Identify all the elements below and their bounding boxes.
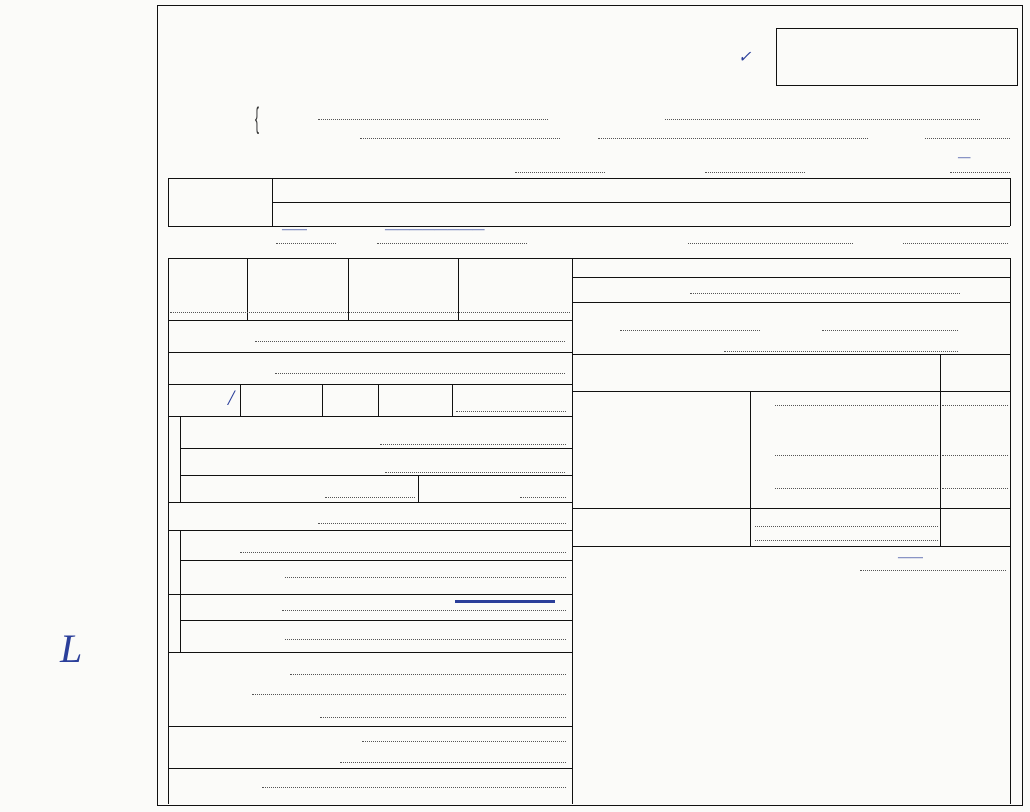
- dash-mark: ——: [282, 222, 307, 237]
- rule: [750, 391, 751, 546]
- rule: [180, 620, 572, 621]
- dotted-line: [942, 455, 1008, 456]
- rule: [272, 202, 1010, 203]
- rule: [180, 530, 181, 594]
- strikethrough-mark: [455, 600, 555, 603]
- bracket-mark: /: [228, 385, 235, 410]
- dotted-line: [262, 787, 566, 788]
- rule: [572, 391, 1010, 392]
- dotted-line: [520, 497, 566, 498]
- dotted-line: [860, 570, 1006, 571]
- dotted-line: [252, 694, 566, 695]
- rule: [168, 416, 572, 417]
- dotted-line: [942, 405, 1008, 406]
- dotted-line: [456, 411, 566, 412]
- dotted-line: [318, 119, 548, 120]
- dotted-line: [822, 330, 958, 331]
- rule: [168, 178, 169, 226]
- dotted-line: [325, 497, 415, 498]
- dotted-line: [705, 172, 805, 173]
- brace: {: [255, 102, 260, 135]
- dotted-line: [665, 119, 980, 120]
- rule: [168, 652, 572, 653]
- dotted-line: [775, 405, 938, 406]
- dotted-line: [385, 472, 565, 473]
- dotted-line: [688, 243, 853, 244]
- rule: [247, 258, 248, 320]
- dotted-line: [240, 552, 566, 553]
- rule: [940, 354, 941, 546]
- rule: [180, 448, 572, 449]
- rule: [168, 258, 1010, 259]
- dotted-line: [775, 455, 938, 456]
- dotted-line: [755, 526, 938, 527]
- dash-mark: ————————: [385, 222, 485, 237]
- rule: [572, 277, 1010, 278]
- dotted-line: [724, 351, 958, 352]
- rule: [572, 354, 1010, 355]
- dotted-line: [290, 674, 566, 675]
- rule: [180, 560, 572, 561]
- cert-number-box: [776, 28, 1018, 86]
- dotted-line: [276, 243, 336, 244]
- dotted-line: [340, 762, 566, 763]
- dotted-line: [275, 373, 565, 374]
- dash-mark: —: [958, 150, 971, 165]
- rule: [180, 475, 572, 476]
- rule: [168, 726, 572, 727]
- rule: [168, 502, 572, 503]
- rule: [168, 594, 572, 595]
- dotted-line: [515, 172, 605, 173]
- rule: [572, 258, 573, 804]
- rule: [572, 546, 1010, 547]
- dotted-line: [942, 488, 1008, 489]
- dotted-line: [775, 488, 938, 489]
- dotted-line: [925, 138, 1010, 139]
- dash-mark: ——: [898, 550, 923, 565]
- rule: [240, 384, 241, 416]
- dotted-line: [318, 523, 566, 524]
- rule: [572, 508, 1010, 509]
- rule: [458, 258, 459, 320]
- dotted-line: [320, 717, 566, 718]
- margin-mark-icon: L: [60, 626, 83, 671]
- dotted-line: [620, 330, 760, 331]
- dotted-line: [362, 741, 566, 742]
- rule: [168, 768, 572, 769]
- dotted-line: [170, 312, 570, 313]
- dotted-line: [598, 138, 868, 139]
- rule: [180, 594, 181, 652]
- rule: [1010, 258, 1011, 804]
- dotted-line: [380, 444, 566, 445]
- rule: [168, 320, 572, 321]
- rule: [572, 302, 1010, 303]
- rule: [348, 258, 349, 320]
- dotted-line: [360, 138, 560, 139]
- rule: [452, 384, 453, 416]
- rule: [322, 384, 323, 416]
- rule: [168, 352, 572, 353]
- dotted-line: [285, 639, 566, 640]
- rule: [168, 178, 1010, 179]
- rule: [168, 530, 572, 531]
- rule: [378, 384, 379, 416]
- rule: [418, 475, 419, 502]
- rule: [180, 416, 181, 502]
- dotted-line: [755, 540, 938, 541]
- dotted-line: [255, 341, 565, 342]
- dotted-line: [282, 610, 566, 611]
- rule: [1010, 178, 1011, 226]
- dotted-line: [285, 577, 566, 578]
- dotted-line: [903, 243, 1008, 244]
- dotted-line: [377, 243, 527, 244]
- dotted-line: [690, 293, 960, 294]
- dotted-line: [950, 172, 1010, 173]
- checkmark-icon: ✓: [738, 49, 752, 66]
- rule: [168, 258, 169, 804]
